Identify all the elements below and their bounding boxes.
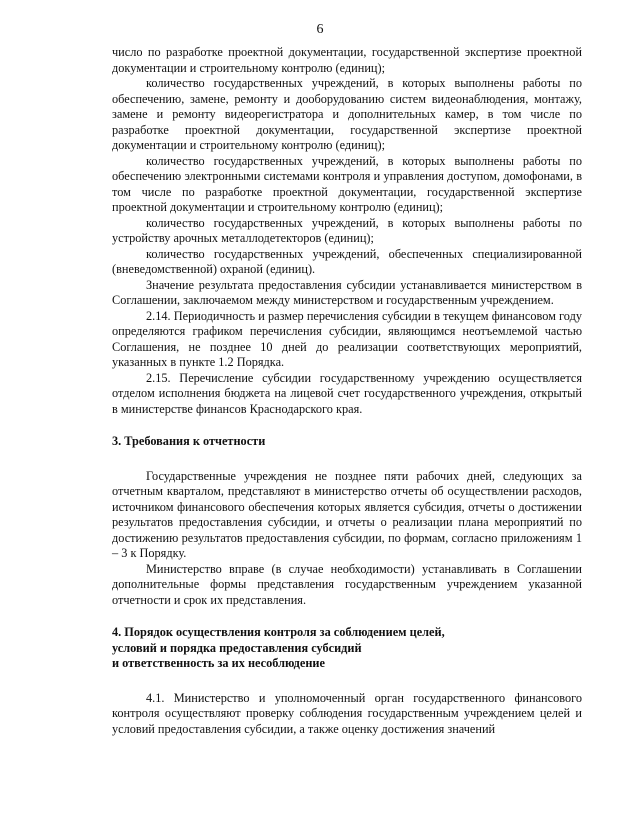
paragraph: число по разработке проектной документации, государственной экспертизе проектной документации и строительному контролю (единиц); [112,45,582,75]
paragraph: Министерство вправе (в случае необходимости) устанавливать в Соглашении дополнительные формы представления государственным учреждением указанной отчетности и срок их представления. [112,561,582,607]
paragraph: 2.14. Периодичность и размер перечисления субсидии в текущем финансовом году определяются графиком перечисления субсидии, являющимся неотъемлемой частью Соглашения, не позднее 10 дней до реализации соответствующих мероприятий, указанных в пункте 1.2 Порядка. [112,308,582,369]
paragraph: 4.1. Министерство и уполномоченный орган государственного финансового контроля осуществляют проверку соблюдения государственным учреждением целей и условий предоставления субсидии, а также оценку достижения значений [112,690,582,736]
paragraph: 2.15. Перечисление субсидии государственному учреждению осуществляется отделом исполнения бюджета на лицевой счет государственного учреждения, открытый в министерстве финансов Краснодарского края. [112,370,582,416]
paragraph: Государственные учреждения не позднее пяти рабочих дней, следующих за отчетным кварталом, представляют в министерство отчеты об осуществлении расходов, источником финансового обеспечения которых является субсидия, отчеты о достижении результатов предоставления субсидии, и отчеты о реализации плана мероприятий по достижению результатов предоставления субсидии, по формам, согласно приложениям 1 – 3 к Порядку. [112,468,582,560]
section-heading: 3. Требования к отчетности [112,434,266,448]
paragraph: количество государственных учреждений, обеспеченных специализированной (вневедомственной) охраной (единиц). [112,246,582,276]
section-heading-line: условий и порядка предоставления субсидий [112,640,362,655]
paragraph: количество государственных учреждений, в которых выполнены работы по устройству арочных металлодетекторов (единиц); [112,215,582,245]
section-heading-line: и ответственность за их несоблюдение [112,656,325,670]
paragraph: количество государственных учреждений, в которых выполнены работы по обеспечению, замене, ремонту и дооборудованию систем видеонаблюдения, монтажу, замене и ремонту видеорегистратора и дополнительных камер, в том числе по разработке проектной документации, государственной экспертизе проектной документации и строительному контролю (единиц); [112,76,582,152]
page-number: 6 [316,22,324,37]
paragraph: Значение результата предоставления субсидии устанавливается министерством в Соглашении, заключаемом между министерством и государственным учреждением. [112,277,582,307]
document-body [112,45,582,737]
section-heading-line: 4. Порядок осуществления контроля за соблюдением целей, [112,625,445,639]
paragraph: количество государственных учреждений, в которых выполнены работы по обеспечению электронными системами контроля и управления доступом, домофонами, в том числе по разработке проектной документации, государственной экспертизе проектной документации и строительному контролю (единиц); [112,153,582,214]
